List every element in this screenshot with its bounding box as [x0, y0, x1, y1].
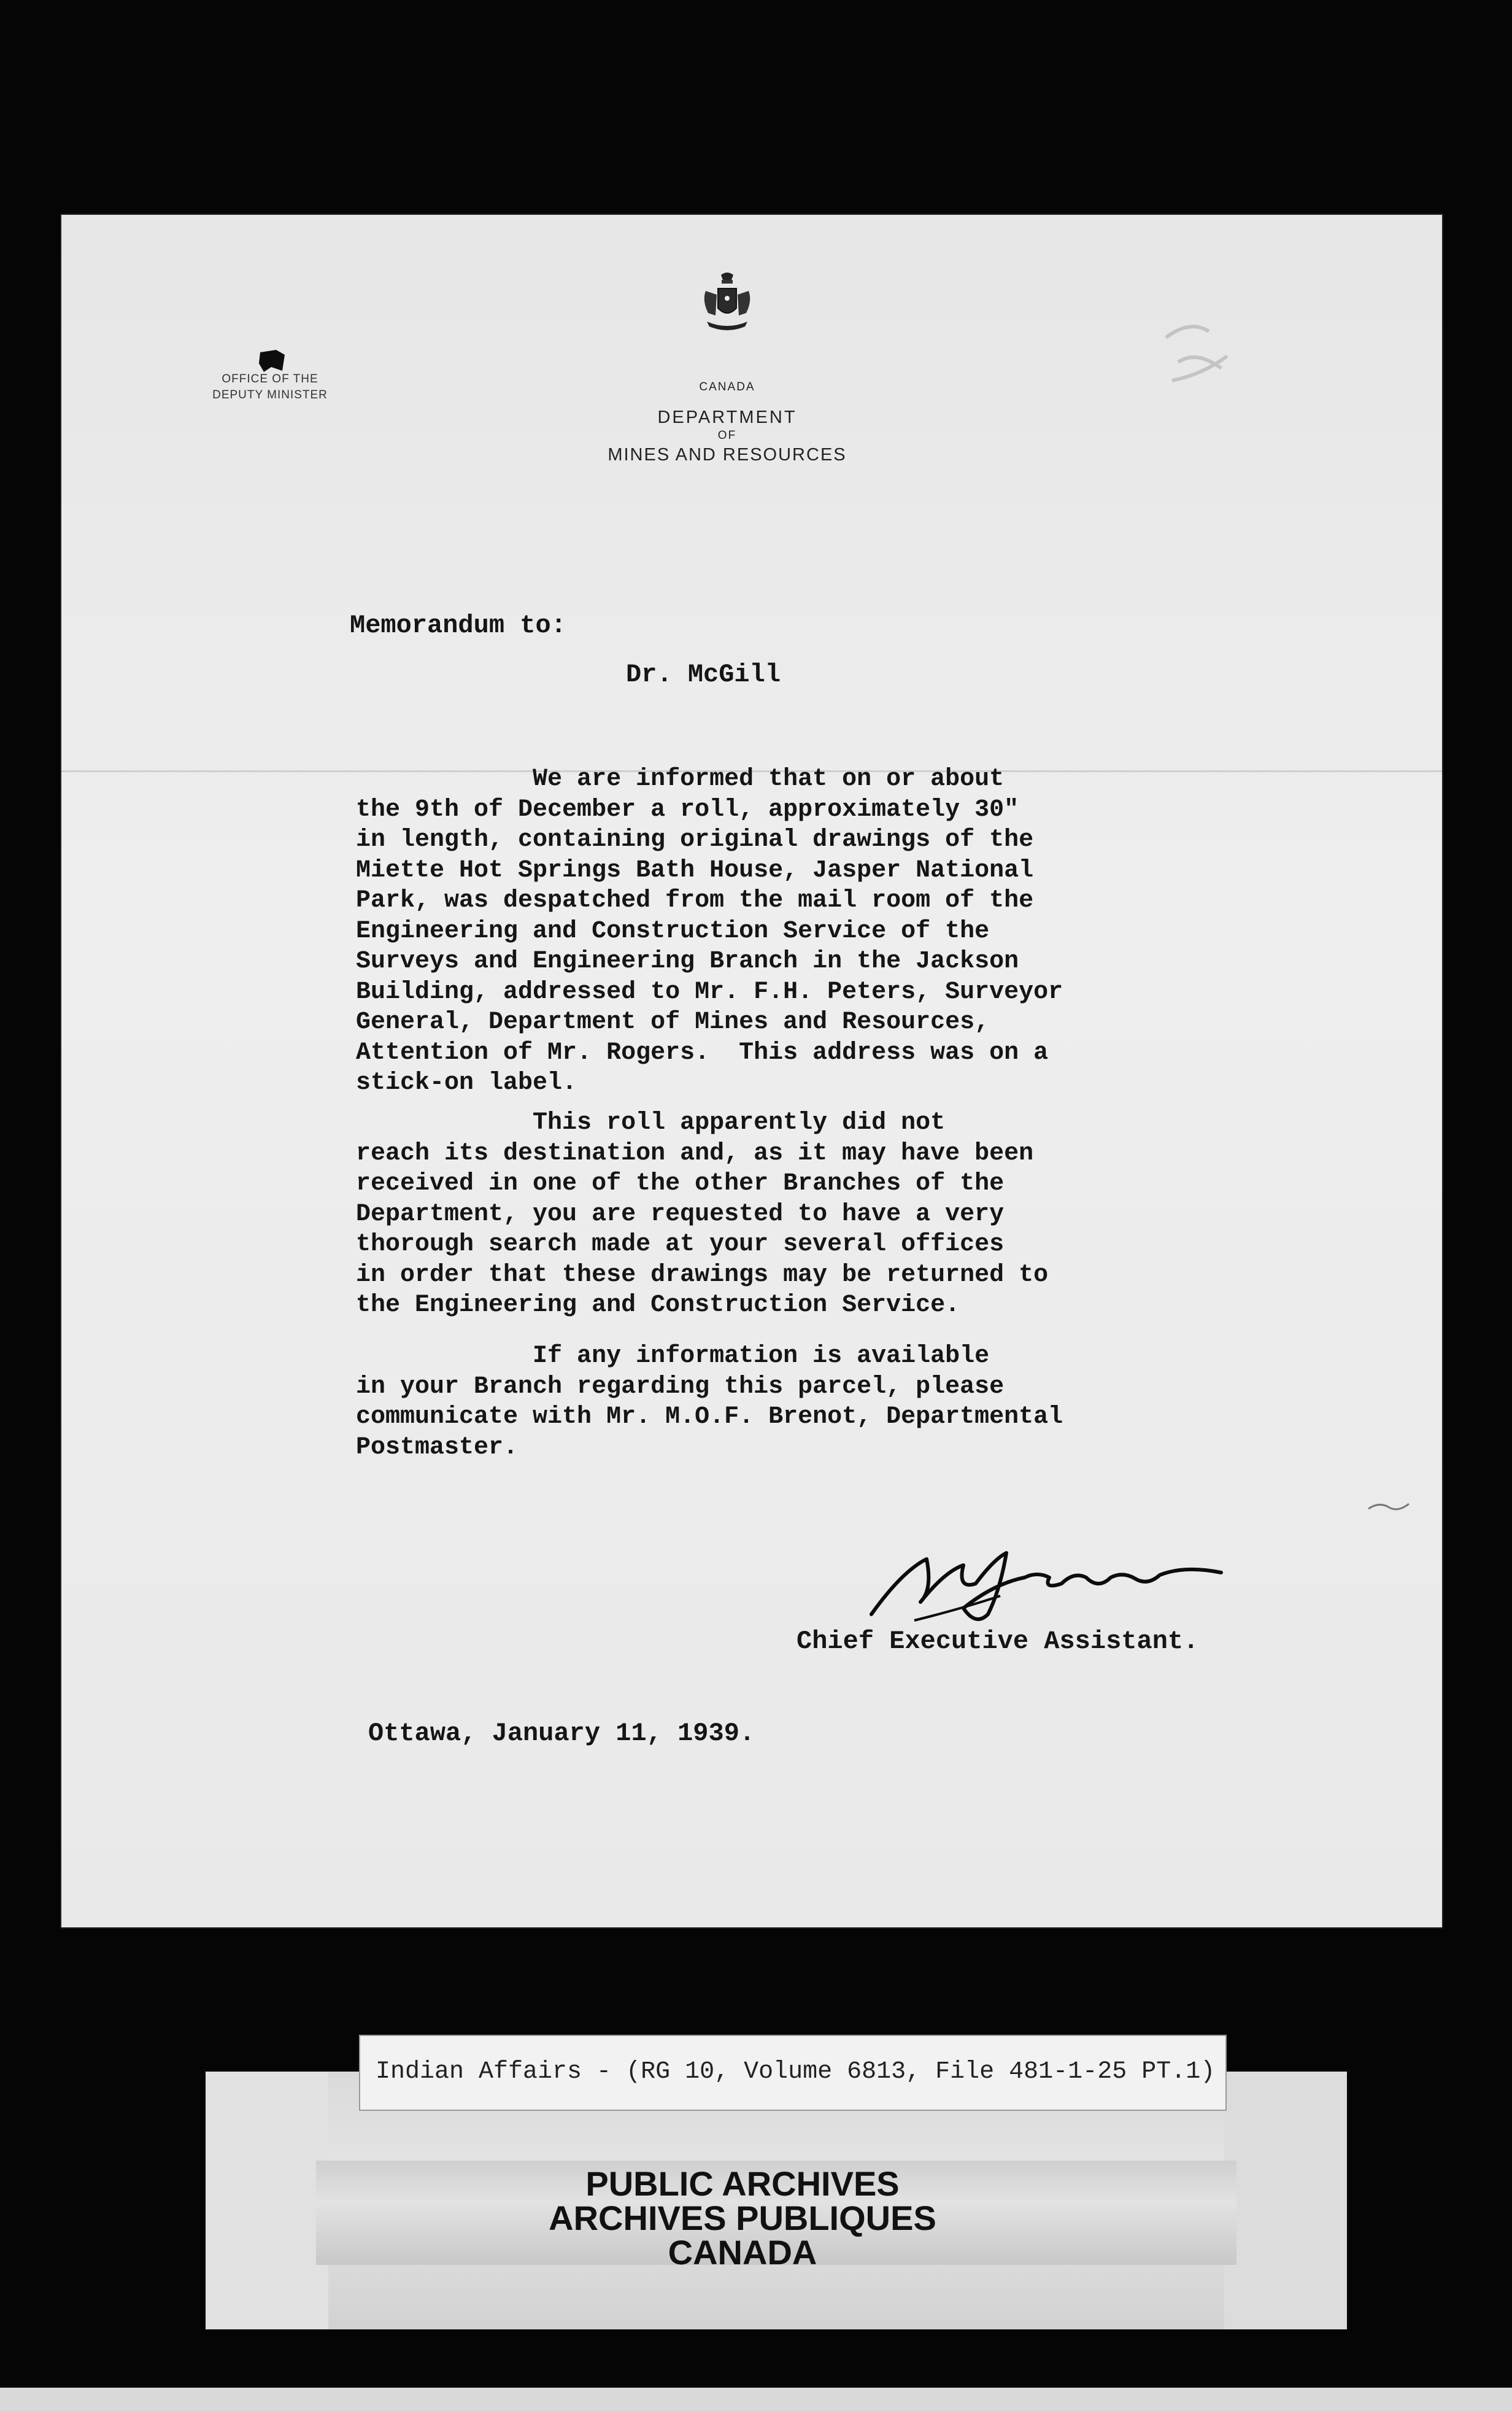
memo-paragraph-3 — [356, 1341, 1338, 1463]
letterhead-country: CANADA — [699, 381, 755, 393]
office-line-1: OFFICE OF THE — [222, 373, 318, 385]
letterhead-of: OF — [717, 429, 737, 442]
paragraph-line: in length, containing original drawings of the — [356, 826, 1034, 854]
paragraph-line: Engineering and Construction Service of the — [356, 917, 990, 945]
paragraph-line: We are informed that on or about — [356, 765, 1005, 793]
paragraph-line: the Engineering and Construction Service. — [356, 1291, 960, 1319]
department-letterhead — [601, 381, 853, 465]
archive-reference: Indian Affairs - (RG 10, Volume 6813, File 481-1-25 PT.1) — [376, 2058, 1216, 2086]
paragraph-line: in your Branch regarding this parcel, please — [356, 1372, 1005, 1401]
letterhead-ministry: MINES AND RESOURCES — [608, 445, 847, 465]
paragraph-line: This roll apparently did not — [356, 1109, 946, 1137]
paragraph-line: thorough search made at your several offices — [356, 1231, 1005, 1258]
paragraph-line: received in one of the other Branches of the — [356, 1170, 1005, 1198]
paragraph-line: Miette Hot Springs Bath House, Jasper National — [356, 856, 1034, 884]
paragraph-line: Building, addressed to Mr. F.H. Peters, Surveyor — [356, 978, 1063, 1006]
margin-mark-icon — [1367, 1498, 1410, 1516]
memo-heading: Memorandum to: — [350, 611, 566, 640]
ink-blot-icon — [258, 349, 286, 373]
office-line-2: DEPUTY MINISTER — [212, 389, 328, 401]
letter-sheet — [61, 215, 1442, 1927]
memo-paragraph-1 — [356, 764, 1338, 1099]
paragraph-line: Department, you are requested to have a very — [356, 1200, 1005, 1228]
letterhead-department: DEPARTMENT — [657, 408, 797, 427]
stamp-line-1: PUBLIC ARCHIVES — [585, 2164, 900, 2203]
paragraph-line: in order that these drawings may be returned to — [356, 1261, 1049, 1289]
paragraph-line: Attention of Mr. Rogers. This address was on a — [356, 1039, 1049, 1067]
memo-recipient: Dr. McGill — [626, 660, 781, 689]
paragraph-line: Park, was despatched from the mail room of the — [356, 887, 1034, 915]
paragraph-line: stick-on label. — [356, 1069, 577, 1097]
stamp-line-2: ARCHIVES PUBLIQUES — [549, 2199, 936, 2237]
stamp-line-3: CANADA — [668, 2233, 817, 2272]
paragraph-line: If any information is available — [356, 1342, 990, 1370]
coat-of-arms-icon — [700, 270, 755, 338]
paragraph-line: reach its destination and, as it may have been — [356, 1139, 1034, 1167]
public-archives-stamp — [509, 2164, 976, 2272]
memo-paragraph-2 — [356, 1108, 1338, 1321]
date-line: Ottawa, January 11, 1939. — [368, 1719, 755, 1748]
bottom-edge — [0, 2388, 1512, 2411]
handwritten-signature — [853, 1534, 1233, 1627]
office-of-deputy-minister — [199, 371, 341, 403]
paragraph-line: General, Department of Mines and Resources, — [356, 1008, 990, 1036]
strip-tab-left — [206, 2072, 328, 2329]
paragraph-line: the 9th of December a roll, approximately 30" — [356, 795, 1019, 824]
paragraph-line: communicate with Mr. M.O.F. Brenot, Departmental — [356, 1403, 1063, 1431]
pencil-annotation-icon — [1154, 313, 1246, 393]
paragraph-line: Surveys and Engineering Branch in the Jackson — [356, 948, 1019, 975]
strip-tab-right — [1224, 2072, 1347, 2329]
signatory-title: Chief Executive Assistant. — [796, 1627, 1199, 1656]
archive-reference-label — [359, 2035, 1227, 2111]
paragraph-line: Postmaster. — [356, 1433, 519, 1461]
